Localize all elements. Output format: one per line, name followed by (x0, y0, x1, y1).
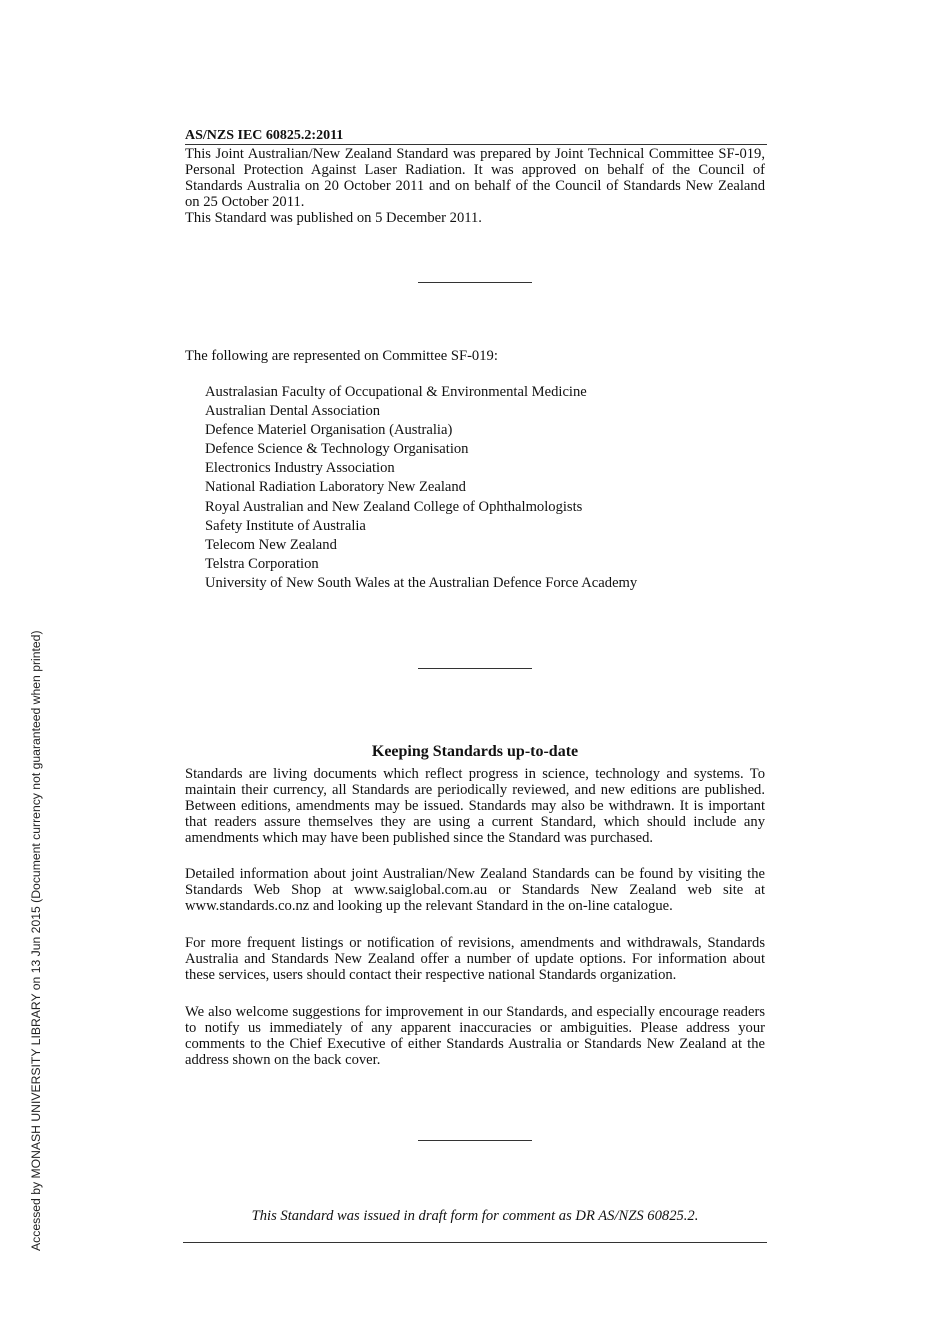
section-divider (418, 668, 532, 669)
committee-member-list (205, 383, 637, 593)
committee-member: Australian Dental Association (205, 403, 381, 420)
footer-rule (183, 1242, 767, 1243)
draft-note: This Standard was issued in draft form for comment as DR AS/NZS 60825.2. (251, 1208, 699, 1224)
body-paragraph: For more frequent listings or notification of revisions, amendments and withdrawals, Standards Australia and Standards New Zealand offer a number of update options. For information about these services, users should contact their respective national Standards organization. (185, 935, 765, 983)
committee-member: Royal Australian and New Zealand College of Ophthalmologists (205, 498, 583, 515)
committee-member: University of New South Wales at the Australian Defence Force Academy (205, 574, 638, 591)
preparation-paragraph: This Joint Australian/New Zealand Standard was prepared by Joint Technical Committee SF-019, Personal Protection Against Laser Radiation. It was approved on behalf of the Council of Standards Australia on 20 October 2011 and on behalf of the Council of Standards New Zealand on 25 October 2011. (185, 146, 765, 210)
committee-member: Defence Materiel Organisation (Australia) (205, 422, 453, 439)
committee-intro: The following are represented on Committee SF-019: (185, 348, 498, 364)
committee-member: Australasian Faculty of Occupational & Environmental Medicine (205, 384, 587, 400)
access-watermark: Accessed by MONASH UNIVERSITY LIBRARY on 13 Jun 2015 (Document currency not guaranteed when printed) (29, 630, 43, 1251)
committee-member: Electronics Industry Association (205, 460, 395, 477)
committee-member: Telstra Corporation (205, 555, 319, 572)
body-paragraph: Standards are living documents which reflect progress in science, technology and systems. To maintain their currency, all Standards are periodically reviewed, and new editions are published. Between editions, amendments may be issued. Standards may also be withdrawn. It is important that readers assure themselves they are using a current Standard, which should include any amendments which may have been published since the Standard was purchased. (185, 766, 765, 846)
section-heading: Keeping Standards up-to-date (371, 743, 579, 760)
standard-id: AS/NZS IEC 60825.2:2011 (185, 128, 767, 145)
publication-date: This Standard was published on 5 December 2011. (185, 210, 482, 226)
committee-member: Defence Science & Technology Organisation (205, 441, 469, 458)
section-divider (418, 282, 532, 283)
section-divider (418, 1140, 532, 1141)
body-paragraph: We also welcome suggestions for improvement in our Standards, and especially encourage readers to notify us immediately of any apparent inaccuracies or ambiguities. Please address your comments to the Chief Executive of either Standards Australia or Standards New Zealand at the address shown on the back cover. (185, 1004, 765, 1068)
committee-member: Telecom New Zealand (205, 536, 337, 553)
committee-member: Safety Institute of Australia (205, 517, 366, 534)
committee-member: National Radiation Laboratory New Zealand (205, 479, 466, 496)
body-paragraph: Detailed information about joint Australian/New Zealand Standards can be found by visiting the Standards Web Shop at www.saiglobal.com.au or Standards New Zealand web site at www.standards.co.nz and looking up the relevant Standard in the on-line catalogue. (185, 866, 765, 914)
